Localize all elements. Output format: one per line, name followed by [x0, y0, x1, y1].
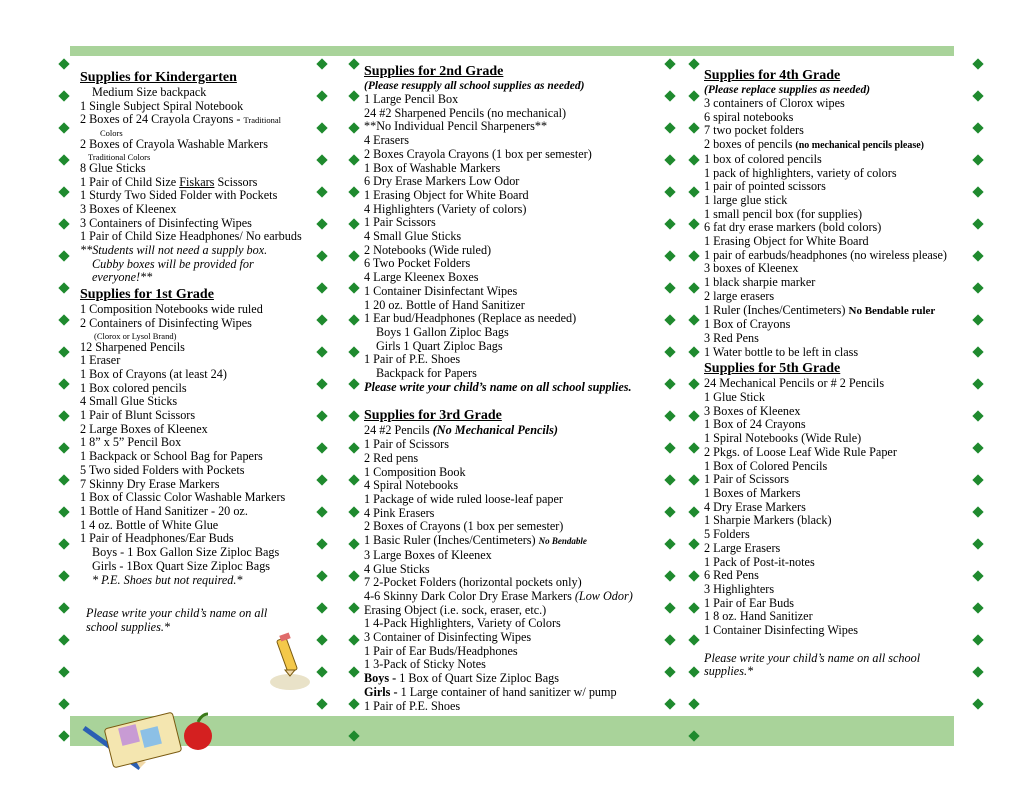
diamond-bullet-icon — [58, 666, 69, 677]
diamond-bullet-icon — [688, 442, 699, 453]
diamond-bullet-icon — [664, 90, 675, 101]
diamond-bullet-icon — [58, 410, 69, 421]
diamond-bullet-icon — [688, 634, 699, 645]
diamond-bullet-icon — [688, 154, 699, 165]
list-item: 1 Pair of Scissors — [704, 472, 789, 487]
diamond-bullet-icon — [972, 538, 983, 549]
list-item: 6 Two Pocket Folders — [364, 256, 471, 271]
diamond-bullet-icon — [688, 698, 699, 709]
list-item: 1 Pair of P.E. Shoes — [364, 698, 461, 713]
list-item: 24 Mechanical Pencils or # 2 Pencils — [704, 376, 885, 391]
diamond-bullet-icon — [688, 90, 699, 101]
crayon-note: Colors — [100, 128, 123, 139]
fourth-grade-heading: Supplies for 4th Grade — [704, 68, 841, 83]
diamond-bullet-icon — [58, 378, 69, 389]
diamond-bullet-icon — [348, 506, 359, 517]
diamond-bullet-icon — [58, 90, 69, 101]
list-item: 2 Pkgs. of Loose Leaf Wide Rule Paper — [704, 444, 897, 459]
list-item: 1 pair of earbuds/headphones (no wireless please) — [704, 247, 947, 262]
list-item: 5 Two sided Folders with Pockets — [80, 462, 245, 477]
diamond-bullet-icon — [58, 730, 69, 741]
diamond-bullet-icon — [348, 186, 359, 197]
list-item: 1 Single Subject Spiral Notebook — [80, 98, 244, 113]
list-item: 3 Red Pens — [704, 330, 759, 345]
list-item: 4 Erasers — [364, 133, 410, 148]
list-item: 1 Ruler (Inches/Centimeters) No Bendable ruler — [704, 302, 936, 317]
list-item: 1 Backpack or School Bag for Papers — [80, 449, 263, 464]
diamond-bullet-icon — [316, 666, 327, 677]
first-grade-heading: Supplies for 1st Grade — [80, 287, 214, 303]
list-item: 3 Highlighters — [704, 581, 775, 596]
list-item: 1 Boxes of Markers — [704, 485, 801, 500]
list-item: Boys 1 Gallon Ziploc Bags — [376, 324, 509, 339]
fourth-grade-subheading: (Please replace supplies as needed) — [704, 84, 871, 96]
diamond-bullet-icon — [58, 538, 69, 549]
diamond-bullet-icon — [348, 570, 359, 581]
list-item: 1 Glue Stick — [704, 390, 765, 405]
diamond-bullet-icon — [664, 346, 675, 357]
list-item: 1 Pair of Blunt Scissors — [80, 408, 196, 423]
diamond-bullet-icon — [972, 698, 983, 709]
diamond-bullet-icon — [58, 282, 69, 293]
list-item: 1 Pair of Ear Buds/Headphones — [364, 643, 518, 658]
diamond-bullet-icon — [972, 506, 983, 517]
list-item: 4 Small Glue Sticks — [80, 394, 178, 409]
list-item: 6 spiral notebooks — [704, 109, 794, 124]
list-item: 4 Dry Erase Markers — [704, 499, 806, 514]
list-item: 3 Container of Disinfecting Wipes — [364, 630, 532, 645]
list-item: 1 Box of Crayons (at least 24) — [80, 366, 227, 381]
diamond-bullet-icon — [664, 218, 675, 229]
list-item: 4 Pink Erasers — [364, 505, 435, 520]
list-item: 4 Highlighters (Variety of colors) — [364, 201, 527, 216]
diamond-bullet-icon — [972, 346, 983, 357]
diamond-bullet-icon — [58, 154, 69, 165]
top-accent-bar — [70, 46, 954, 56]
diamond-bullet-icon — [664, 250, 675, 261]
diamond-bullet-icon — [316, 634, 327, 645]
diamond-bullet-icon — [688, 122, 699, 133]
list-item: 6 Red Pens — [704, 568, 759, 583]
diamond-bullet-icon — [348, 666, 359, 677]
list-item: 1 20 oz. Bottle of Hand Sanitizer — [364, 297, 525, 312]
list-item: Boys - 1 Box Gallon Size Ziploc Bags — [92, 545, 280, 560]
school-supplies-clipart-icon — [80, 706, 220, 774]
diamond-bullet-icon — [972, 666, 983, 677]
column-grade-4-5 — [704, 66, 966, 679]
third-grade-heading: Supplies for 3rd Grade — [364, 408, 502, 424]
list-item: 3 boxes of Kleenex — [704, 261, 799, 276]
diamond-bullet-icon — [972, 410, 983, 421]
list-item: 2 Boxes of 24 Crayola Crayons - Traditional — [80, 112, 281, 127]
list-item: 1 Package of wide ruled loose-leaf paper — [364, 491, 563, 506]
diamond-bullet-icon — [664, 474, 675, 485]
diamond-bullet-icon — [664, 314, 675, 325]
list-item: 7 two pocket folders — [704, 123, 804, 138]
diamond-bullet-icon — [972, 634, 983, 645]
list-item: 2 Notebooks (Wide ruled) — [364, 242, 492, 257]
diamond-bullet-icon — [972, 154, 983, 165]
diamond-bullet-icon — [972, 58, 983, 69]
diamond-bullet-icon — [348, 218, 359, 229]
diamond-bullet-icon — [688, 410, 699, 421]
diamond-bullet-icon — [688, 378, 699, 389]
list-item: 1 Composition Book — [364, 464, 466, 479]
list-item: 3 Large Boxes of Kleenex — [364, 547, 492, 562]
list-item: Backpack for Papers — [376, 366, 477, 381]
diamond-bullet-icon — [58, 474, 69, 485]
list-item: **No Individual Pencil Sharpeners** — [364, 119, 548, 134]
list-item: 1 black sharpie marker — [704, 275, 816, 290]
diamond-bullet-icon — [664, 442, 675, 453]
diamond-bullet-icon — [972, 282, 983, 293]
list-item: 6 Dry Erase Markers Low Odor — [364, 174, 520, 189]
diamond-bullet-icon — [348, 474, 359, 485]
diamond-bullet-icon — [972, 218, 983, 229]
list-item: 1 Water bottle to be left in class — [704, 344, 859, 359]
diamond-bullet-icon — [972, 122, 983, 133]
list-item: 1 Pair of Child Size Headphones/ No earbuds — [80, 229, 302, 244]
diamond-bullet-icon — [348, 58, 359, 69]
list-item: 1 Pair of Scissors — [364, 437, 449, 452]
list-item: 4 Spiral Notebooks — [364, 478, 459, 493]
list-item: 2 boxes of pencils (no mechanical pencils please) — [704, 137, 924, 152]
list-item: 1 Composition Notebooks wide ruled — [80, 302, 263, 317]
diamond-bullet-icon — [688, 314, 699, 325]
diamond-bullet-icon — [58, 442, 69, 453]
list-item: 3 Boxes of Kleenex — [704, 403, 801, 418]
list-item: 2 Large Boxes of Kleenex — [80, 421, 208, 436]
list-item: Girls 1 Quart Ziploc Bags — [376, 338, 503, 353]
list-item: Girls - 1 Large container of hand sanitizer w/ pump — [364, 684, 617, 699]
column-k-first — [80, 68, 342, 634]
list-item: 2 Containers of Disinfecting Wipes — [80, 315, 252, 330]
diamond-bullet-icon — [348, 602, 359, 613]
list-item: 1 Container Disinfectant Wipes — [364, 283, 518, 298]
diamond-bullet-icon — [348, 634, 359, 645]
list-item: 12 Sharpened Pencils — [80, 339, 185, 354]
diamond-bullet-icon — [664, 154, 675, 165]
list-item: 1 Bottle of Hand Sanitizer - 20 oz. — [80, 503, 248, 518]
list-item: 1 Erasing Object for White Board — [364, 187, 529, 202]
list-item: 7 Skinny Dry Erase Markers — [80, 476, 220, 491]
diamond-bullet-icon — [348, 250, 359, 261]
list-item: 1 pair of pointed scissors — [704, 179, 826, 194]
diamond-bullet-icon — [348, 346, 359, 357]
diamond-bullet-icon — [58, 602, 69, 613]
diamond-bullet-icon — [58, 634, 69, 645]
list-item: 1 large glue stick — [704, 192, 788, 207]
diamond-bullet-icon — [664, 282, 675, 293]
pe-shoes-note: * P.E. Shoes but not required.* — [92, 572, 243, 587]
list-item: 2 Boxes of Crayola Washable Markers — [80, 137, 268, 152]
diamond-bullet-icon — [58, 314, 69, 325]
list-item: 1 Sharpie Markers (black) — [704, 513, 832, 528]
marker-note: Traditional Colors — [88, 151, 151, 162]
diamond-bullet-icon — [58, 218, 69, 229]
list-item: 1 4 oz. Bottle of White Glue — [80, 517, 219, 532]
list-item: Boys - 1 Box of Quart Size Ziploc Bags — [364, 671, 559, 686]
diamond-bullet-icon — [664, 602, 675, 613]
diamond-bullet-icon — [348, 410, 359, 421]
diamond-bullet-icon — [664, 410, 675, 421]
list-item: 1 Box of Colored Pencils — [704, 458, 828, 473]
list-item: Medium Size backpack — [92, 85, 207, 99]
list-item: 8 Glue Sticks — [80, 160, 146, 175]
diamond-bullet-icon — [688, 346, 699, 357]
list-item: 1 pack of highlighters, variety of colors — [704, 165, 897, 180]
diamond-bullet-icon — [58, 58, 69, 69]
diamond-bullet-icon — [688, 666, 699, 677]
diamond-bullet-icon — [688, 186, 699, 197]
kindergarten-note: Cubby boxes will be provided for — [92, 256, 254, 271]
diamond-bullet-icon — [348, 378, 359, 389]
diamond-bullet-icon — [58, 698, 69, 709]
diamond-bullet-icon — [664, 58, 675, 69]
list-item: 1 Pack of Post-it-notes — [704, 554, 815, 569]
list-item: 24 #2 Pencils (No Mechanical Pencils) — [364, 423, 558, 438]
diamond-bullet-icon — [58, 186, 69, 197]
diamond-bullet-icon — [972, 378, 983, 389]
diamond-bullet-icon — [664, 506, 675, 517]
list-item: 1 Ear bud/Headphones (Replace as needed) — [364, 311, 577, 326]
diamond-bullet-icon — [688, 58, 699, 69]
diamond-bullet-icon — [688, 282, 699, 293]
diamond-bullet-icon — [972, 602, 983, 613]
list-item: 3 containers of Clorox wipes — [704, 96, 845, 110]
list-item: 4 Large Kleenex Boxes — [364, 270, 479, 285]
list-item: 1 4-Pack Highlighters, Variety of Colors — [364, 616, 561, 631]
diamond-bullet-icon — [58, 122, 69, 133]
diamond-bullet-icon — [58, 346, 69, 357]
list-item: 2 Red pens — [364, 450, 419, 465]
list-item: Girls - 1Box Quart Size Ziploc Bags — [92, 558, 271, 573]
list-item: 1 Erasing Object for White Board — [704, 234, 869, 249]
second-grade-heading: Supplies for 2nd Grade — [364, 64, 504, 79]
diamond-bullet-icon — [348, 154, 359, 165]
list-item: 24 #2 Sharpened Pencils (no mechanical) — [364, 105, 567, 120]
diamond-bullet-icon — [316, 698, 327, 709]
diamond-bullet-icon — [58, 570, 69, 581]
diamond-bullet-icon — [58, 506, 69, 517]
diamond-bullet-icon — [664, 634, 675, 645]
list-item: 2 Large Erasers — [704, 540, 781, 555]
list-item: Erasing Object (i.e. sock, eraser, etc.) — [364, 602, 547, 617]
list-item: 2 Boxes Crayola Crayons (1 box per semester) — [364, 146, 592, 161]
list-item: 4 Glue Sticks — [364, 561, 430, 576]
kindergarten-heading: Supplies for Kindergarten — [80, 70, 237, 85]
diamond-bullet-icon — [688, 250, 699, 261]
diamond-bullet-icon — [972, 314, 983, 325]
diamond-bullet-icon — [688, 570, 699, 581]
diamond-bullet-icon — [688, 474, 699, 485]
list-item: 1 Box of Crayons — [704, 317, 791, 332]
diamond-bullet-icon — [348, 314, 359, 325]
list-item: 4 Small Glue Sticks — [364, 229, 462, 244]
wipes-note: (Clorox or Lysol Brand) — [94, 330, 177, 341]
kindergarten-note: everyone!** — [92, 270, 153, 285]
pencil-clipart-icon — [268, 632, 312, 692]
diamond-bullet-icon — [972, 186, 983, 197]
diamond-bullet-icon — [972, 474, 983, 485]
diamond-bullet-icon — [972, 442, 983, 453]
diamond-bullet-icon — [688, 218, 699, 229]
list-item: 1 Pair of Ear Buds — [704, 595, 795, 610]
list-item: 1 Box of 24 Crayons — [704, 417, 806, 432]
diamond-bullet-icon — [348, 442, 359, 453]
diamond-bullet-icon — [664, 186, 675, 197]
diamond-bullet-icon — [688, 602, 699, 613]
diamond-bullet-icon — [664, 666, 675, 677]
list-item: 1 Pair of P.E. Shoes — [364, 352, 461, 367]
kindergarten-note: **Students will not need a supply box. — [80, 243, 268, 258]
diamond-bullet-icon — [348, 282, 359, 293]
diamond-bullet-icon — [348, 698, 359, 709]
column-grade-2-3 — [364, 62, 664, 713]
diamond-bullet-icon — [348, 538, 359, 549]
list-item: 1 8 oz. Hand Sanitizer — [704, 609, 813, 624]
list-item: 4-6 Skinny Dark Color Dry Erase Markers (Low Odor) — [364, 588, 633, 603]
name-reminder-note: Please write your child’s name on all school supplies.* — [704, 650, 921, 679]
list-item: 1 box of colored pencils — [704, 151, 822, 166]
diamond-bullet-icon — [664, 698, 675, 709]
list-item: 5 Folders — [704, 527, 750, 542]
diamond-bullet-icon — [972, 250, 983, 261]
diamond-bullet-icon — [348, 122, 359, 133]
list-item: 1 3-Pack of Sticky Notes — [364, 657, 486, 672]
list-item: 2 large erasers — [704, 288, 775, 303]
list-item: 2 Boxes of Crayons (1 box per semester) — [364, 519, 564, 534]
list-item: 1 Pair of Child Size Fiskars Scissors — [80, 174, 258, 189]
list-item: 1 Container Disinfecting Wipes — [704, 623, 858, 638]
list-item: 1 small pencil box (for supplies) — [704, 206, 863, 221]
diamond-bullet-icon — [972, 90, 983, 101]
list-item: 1 8” x 5” Pencil Box — [80, 435, 182, 450]
diamond-bullet-icon — [348, 90, 359, 101]
fifth-grade-heading: Supplies for 5th Grade — [704, 361, 841, 377]
name-reminder-note: Please write your child’s name on all school supplies. — [364, 379, 632, 394]
diamond-bullet-icon — [58, 250, 69, 261]
list-item: 7 2-Pocket Folders (horizontal pockets only) — [364, 575, 582, 590]
list-item: 1 Box colored pencils — [80, 380, 187, 395]
list-item: 1 Pair of Headphones/Ear Buds — [80, 531, 234, 546]
second-grade-subheading: (Please resupply all school supplies as needed) — [364, 80, 585, 92]
list-item: 1 Large Pencil Box — [364, 92, 459, 106]
diamond-bullet-icon — [664, 538, 675, 549]
list-item: 6 fat dry erase markers (bold colors) — [704, 220, 882, 235]
diamond-bullet-icon — [664, 122, 675, 133]
list-item: 1 Box of Classic Color Washable Markers — [80, 490, 286, 505]
list-item: 1 Box of Washable Markers — [364, 160, 501, 175]
list-item: 3 Containers of Disinfecting Wipes — [80, 215, 252, 230]
diamond-bullet-icon — [688, 506, 699, 517]
list-item: 1 Basic Ruler (Inches/Centimeters) No Bendable — [364, 533, 587, 548]
list-item: 3 Boxes of Kleenex — [80, 201, 177, 216]
list-item: 1 Spiral Notebooks (Wide Rule) — [704, 431, 862, 446]
name-reminder-note: Please write your child’s name on all school supplies.* — [86, 606, 268, 634]
diamond-bullet-icon — [664, 378, 675, 389]
list-item: 1 Sturdy Two Sided Folder with Pockets — [80, 188, 278, 203]
list-item: 1 Eraser — [80, 353, 121, 368]
diamond-bullet-icon — [688, 538, 699, 549]
diamond-bullet-icon — [972, 570, 983, 581]
list-item: 1 Pair Scissors — [364, 215, 436, 230]
diamond-bullet-icon — [664, 570, 675, 581]
